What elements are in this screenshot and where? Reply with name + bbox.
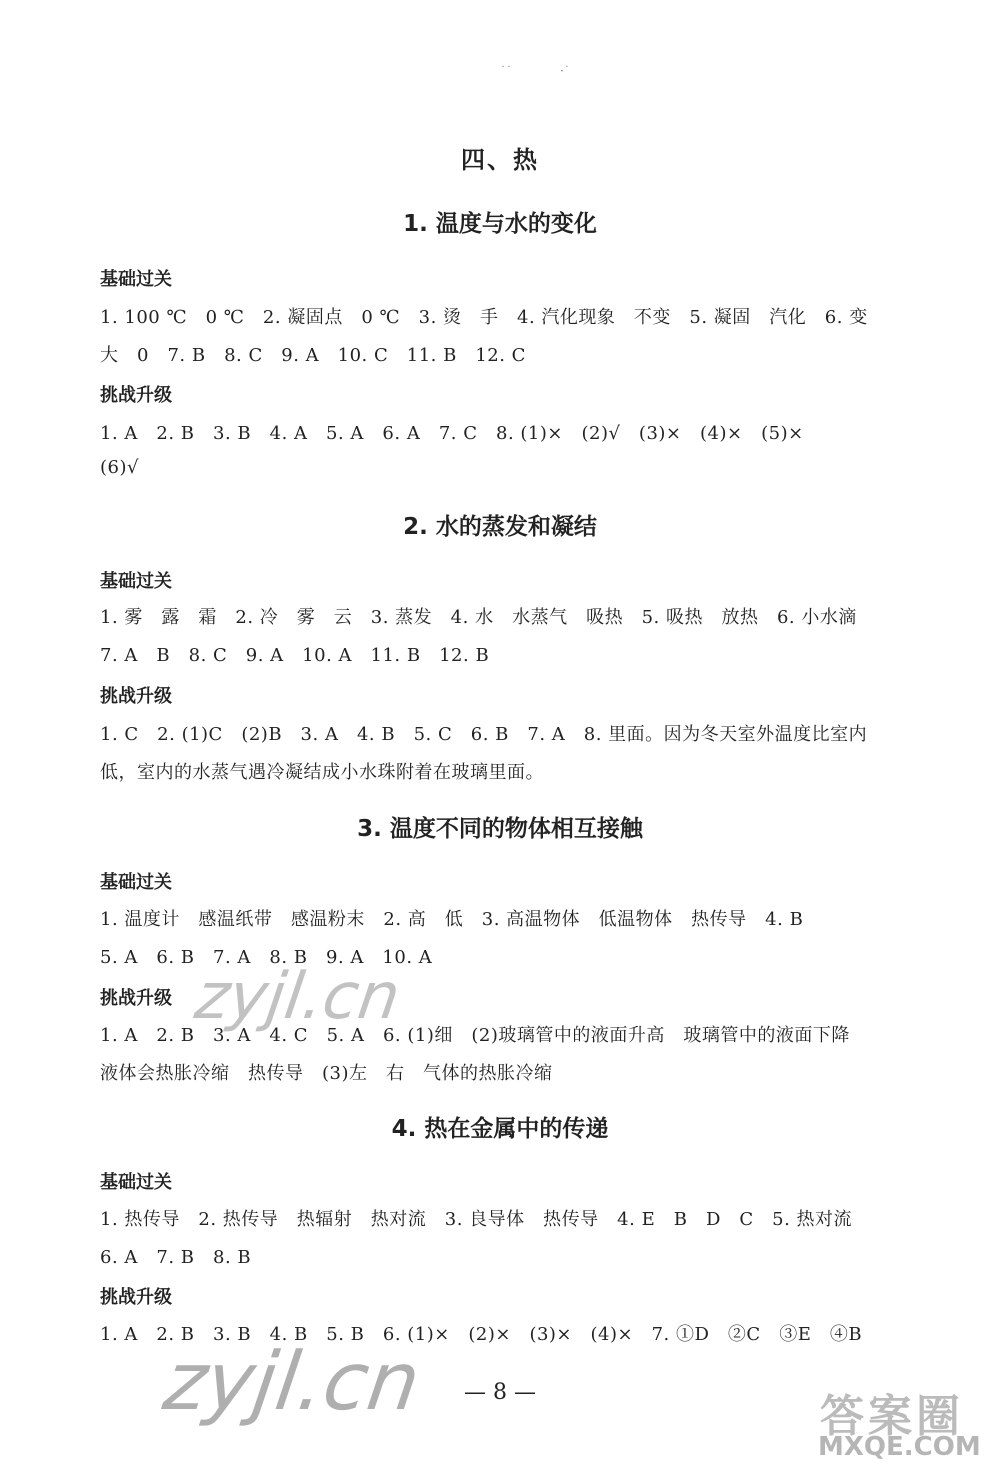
challenge-label-3: 挑战升级	[100, 988, 172, 1009]
challenge-label-2: 挑战升级	[100, 686, 172, 707]
watermark-corner-logo: 答案圈	[820, 1391, 964, 1442]
answer-line: 1. 热传导 2. 热传导 热辐射 热对流 3. 良导体 热传导 4. E B D C 5. 热对流	[100, 1209, 853, 1230]
answer-line: 1. A 2. B 3. B 4. A 5. A 6. A 7. C 8. (1)× (2)√ (3)× (4)× (5)×	[100, 423, 804, 444]
answer-line: 5. A 6. B 7. A 8. B 9. A 10. A	[100, 947, 433, 968]
answer-line: 6. A 7. B 8. B	[100, 1247, 252, 1268]
section-title-1: 1. 温度与水的变化	[403, 211, 597, 237]
answer-line: 1. 100 ℃ 0 ℃ 2. 凝固点 0 ℃ 3. 烫 手 4. 汽化现象 不变 5. 凝固 汽化 6. 变	[100, 307, 868, 328]
section-title-2: 2. 水的蒸发和凝结	[403, 514, 597, 540]
challenge-label-1: 挑战升级	[100, 385, 172, 406]
answer-line: (6)√	[100, 457, 139, 478]
basic-label-4: 基础过关	[100, 1172, 172, 1193]
answer-line: 液体会热胀冷缩 热传导 (3)左 右 气体的热胀冷缩	[100, 1063, 553, 1084]
page-number: — 8 —	[464, 1380, 536, 1405]
answer-line: 大 0 7. B 8. C 9. A 10. C 11. B 12. C	[100, 345, 526, 366]
answer-line: 7. A B 8. C 9. A 10. A 11. B 12. B	[100, 645, 490, 666]
answer-line: 1. A 2. B 3. B 4. B 5. B 6. (1)× (2)× (3)× (4)× 7. ①D ②C ③E ④B	[100, 1324, 863, 1345]
section-title-4: 4. 热在金属中的传递	[391, 1116, 609, 1142]
answer-line: 1. 温度计 感温纸带 感温粉末 2. 高 低 3. 高温物体 低温物体 热传导 4. B	[100, 909, 804, 930]
chapter-title: 四、热	[461, 146, 539, 174]
watermark-bottom: zyjl.cn	[158, 1335, 426, 1428]
watermark-mid: zyjl.cn	[190, 960, 405, 1034]
basic-label-3: 基础过关	[100, 872, 172, 893]
basic-label-1: 基础过关	[100, 269, 172, 290]
answer-line: 1. 雾 露 霜 2. 冷 雾 云 3. 蒸发 4. 水 水蒸气 吸热 5. 吸热 放热 6. 小水滴	[100, 607, 857, 628]
answer-line: 1. A 2. B 3. A 4. C 5. A 6. (1)细 (2)玻璃管中的液面升高 玻璃管中的液面下降	[100, 1025, 850, 1046]
section-title-3: 3. 温度不同的物体相互接触	[357, 816, 643, 842]
answer-line: 1. C 2. (1)C (2)B 3. A 4. B 5. C 6. B 7. A 8. 里面。因为冬天室外温度比室内	[100, 724, 868, 745]
watermark-corner-site: MXQE.COM	[818, 1432, 981, 1462]
scan-specks: ˙˙ ·˙	[500, 64, 570, 78]
basic-label-2: 基础过关	[100, 571, 172, 592]
challenge-label-4: 挑战升级	[100, 1287, 172, 1308]
answer-line: 低，室内的水蒸气遇冷凝结成小水珠附着在玻璃里面。	[100, 762, 544, 783]
